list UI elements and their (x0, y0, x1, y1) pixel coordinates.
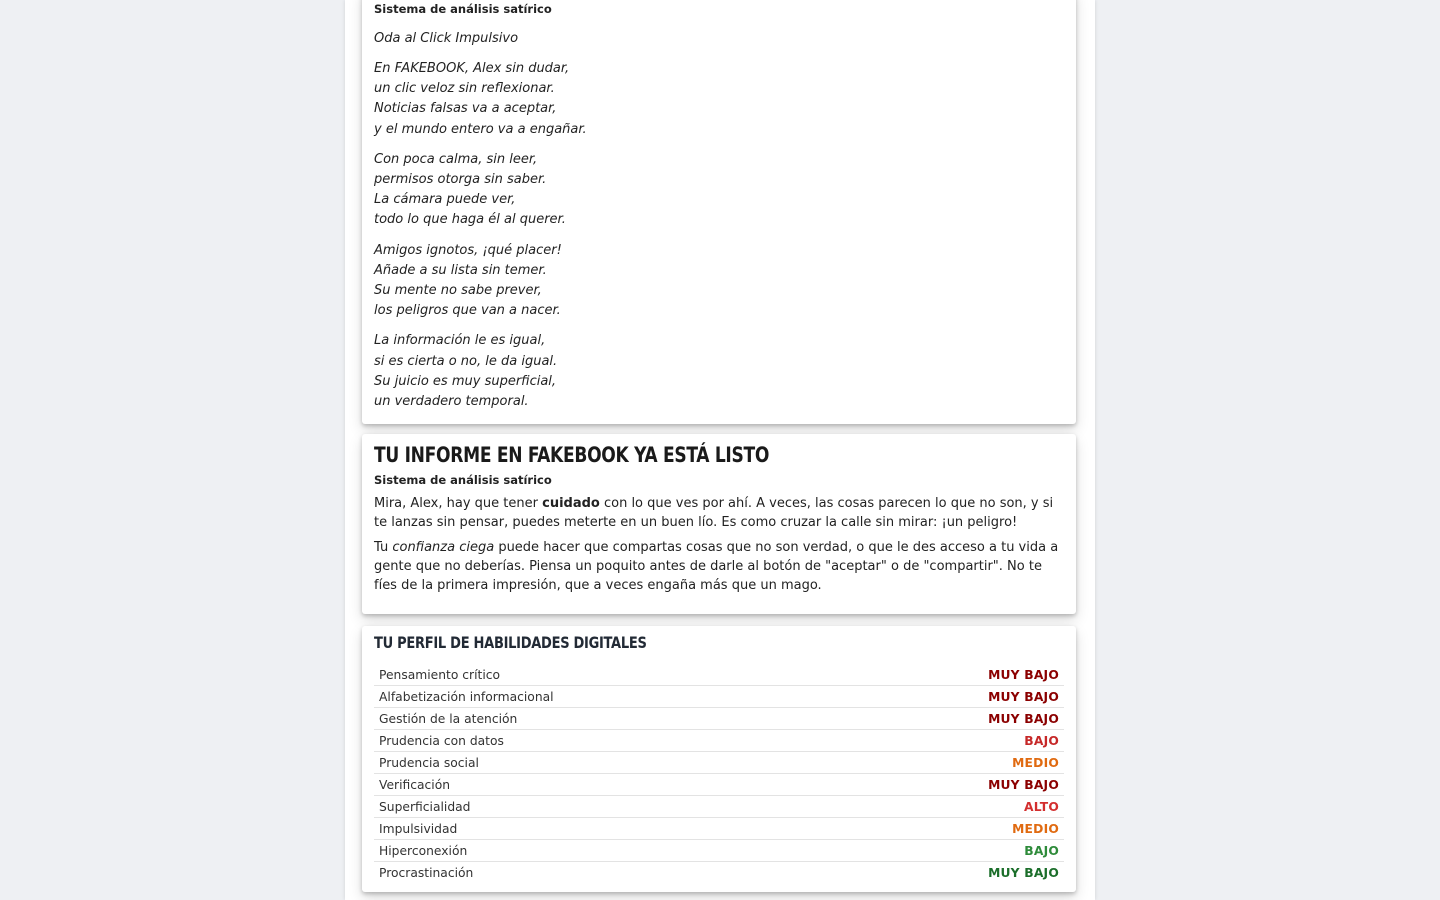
skill-level: MUY BAJO (988, 777, 1059, 792)
skill-name: Gestión de la atención (379, 711, 518, 726)
poem-title: Oda al Click Impulsivo (374, 31, 519, 46)
poem-line: La cámara puede ver, (374, 192, 516, 208)
poem-line: todo lo que haga él al querer. (374, 212, 566, 228)
poem-stanza (374, 241, 1064, 322)
poem-line: un clic veloz sin reflexionar. (374, 81, 555, 97)
skill-level: BAJO (1024, 733, 1059, 748)
poem-line: Su juicio es muy superficial, (374, 373, 557, 389)
skill-level: MUY BAJO (988, 865, 1059, 880)
page-container (345, 0, 1095, 900)
poem-line: En FAKEBOOK, Alex sin dudar, (374, 61, 570, 76)
report-title: TU INFORME EN FAKEBOOK YA ESTÁ LISTO (374, 443, 770, 468)
skill-name: Hiperconexión (379, 843, 468, 858)
skill-name: Procrastinación (379, 865, 474, 880)
poem-card (362, 0, 1076, 424)
skills-list (374, 664, 1064, 883)
poem-line: Noticias falsas va a aceptar, (374, 101, 557, 117)
skill-name: Prudencia con datos (379, 733, 504, 748)
poem-line: La información le es igual, (374, 333, 546, 349)
skill-row (374, 774, 1064, 796)
skill-row (374, 752, 1064, 774)
report-p2-emphasis: confianza ciega (392, 540, 495, 555)
skills-title: TU PERFIL DE HABILIDADES DIGITALES (374, 634, 647, 653)
poem-line: Su mente no sabe prever, (374, 283, 542, 299)
skill-level: MUY BAJO (988, 711, 1059, 726)
report-paragraph-2 (374, 538, 1064, 595)
report-p2-text: Tu (374, 540, 393, 555)
poem-line: y el mundo entero va a engañar. (374, 121, 587, 137)
skill-level: ALTO (1024, 799, 1059, 814)
skill-name: Impulsividad (379, 821, 458, 836)
skill-row (374, 840, 1064, 862)
skill-name: Verificación (379, 777, 451, 792)
poem-line: Con poca calma, sin leer, (374, 151, 538, 167)
report-paragraph-1 (374, 494, 1064, 532)
poem-line: Amigos ignotos, ¡qué placer! (374, 242, 562, 258)
poem-line: un verdadero temporal. (374, 394, 529, 410)
skill-row (374, 818, 1064, 840)
poem-line: si es cierta o no, le da igual. (374, 353, 558, 369)
poem-card-subtitle: Sistema de análisis satírico (374, 2, 552, 16)
skill-level: MUY BAJO (988, 689, 1059, 704)
skill-name: Pensamiento crítico (379, 667, 501, 682)
skill-level: MUY BAJO (988, 667, 1059, 682)
skill-row (374, 862, 1064, 883)
skill-name: Alfabetización informacional (379, 689, 554, 704)
report-card (362, 434, 1076, 614)
skill-row (374, 686, 1064, 708)
poem-stanza (374, 150, 1064, 231)
skill-level: BAJO (1024, 843, 1059, 858)
poem-body (374, 59, 1064, 412)
poem-line: los peligros que van a nacer. (374, 303, 561, 319)
report-subtitle: Sistema de análisis satírico (374, 473, 552, 487)
skill-row (374, 664, 1064, 686)
skill-level: MEDIO (1012, 821, 1059, 836)
skill-row (374, 708, 1064, 730)
poem-stanza (374, 331, 1064, 412)
report-p1-emphasis: cuidado (542, 496, 600, 511)
report-p1-text: con lo que ves por ahí. A veces, las cosas parecen lo que no son, y si te lanzas sin pensar, puedes meterte en un buen lío. Es como cruzar la calle sin mirar: ¡un peligro! (374, 496, 1054, 530)
skills-card (362, 626, 1076, 892)
skill-name: Superficialidad (379, 799, 471, 814)
poem-line: Añade a su lista sin temer. (374, 262, 547, 278)
report-p2-text: puede hacer que compartas cosas que no son verdad, o que le des acceso a tu vida a gente que no deberías. Piensa un poquito antes de darle al botón de "aceptar" o de "compartir". No te fíes de la primera impresión, que a veces engaña más que un mago. (374, 540, 1059, 593)
skill-name: Prudencia social (379, 755, 479, 770)
skill-row (374, 730, 1064, 752)
poem-line: permisos otorga sin saber. (374, 172, 547, 188)
poem-stanza (374, 59, 1064, 140)
skill-row (374, 796, 1064, 818)
report-p1-text: Mira, Alex, hay que tener (374, 496, 543, 511)
skill-level: MEDIO (1012, 755, 1059, 770)
